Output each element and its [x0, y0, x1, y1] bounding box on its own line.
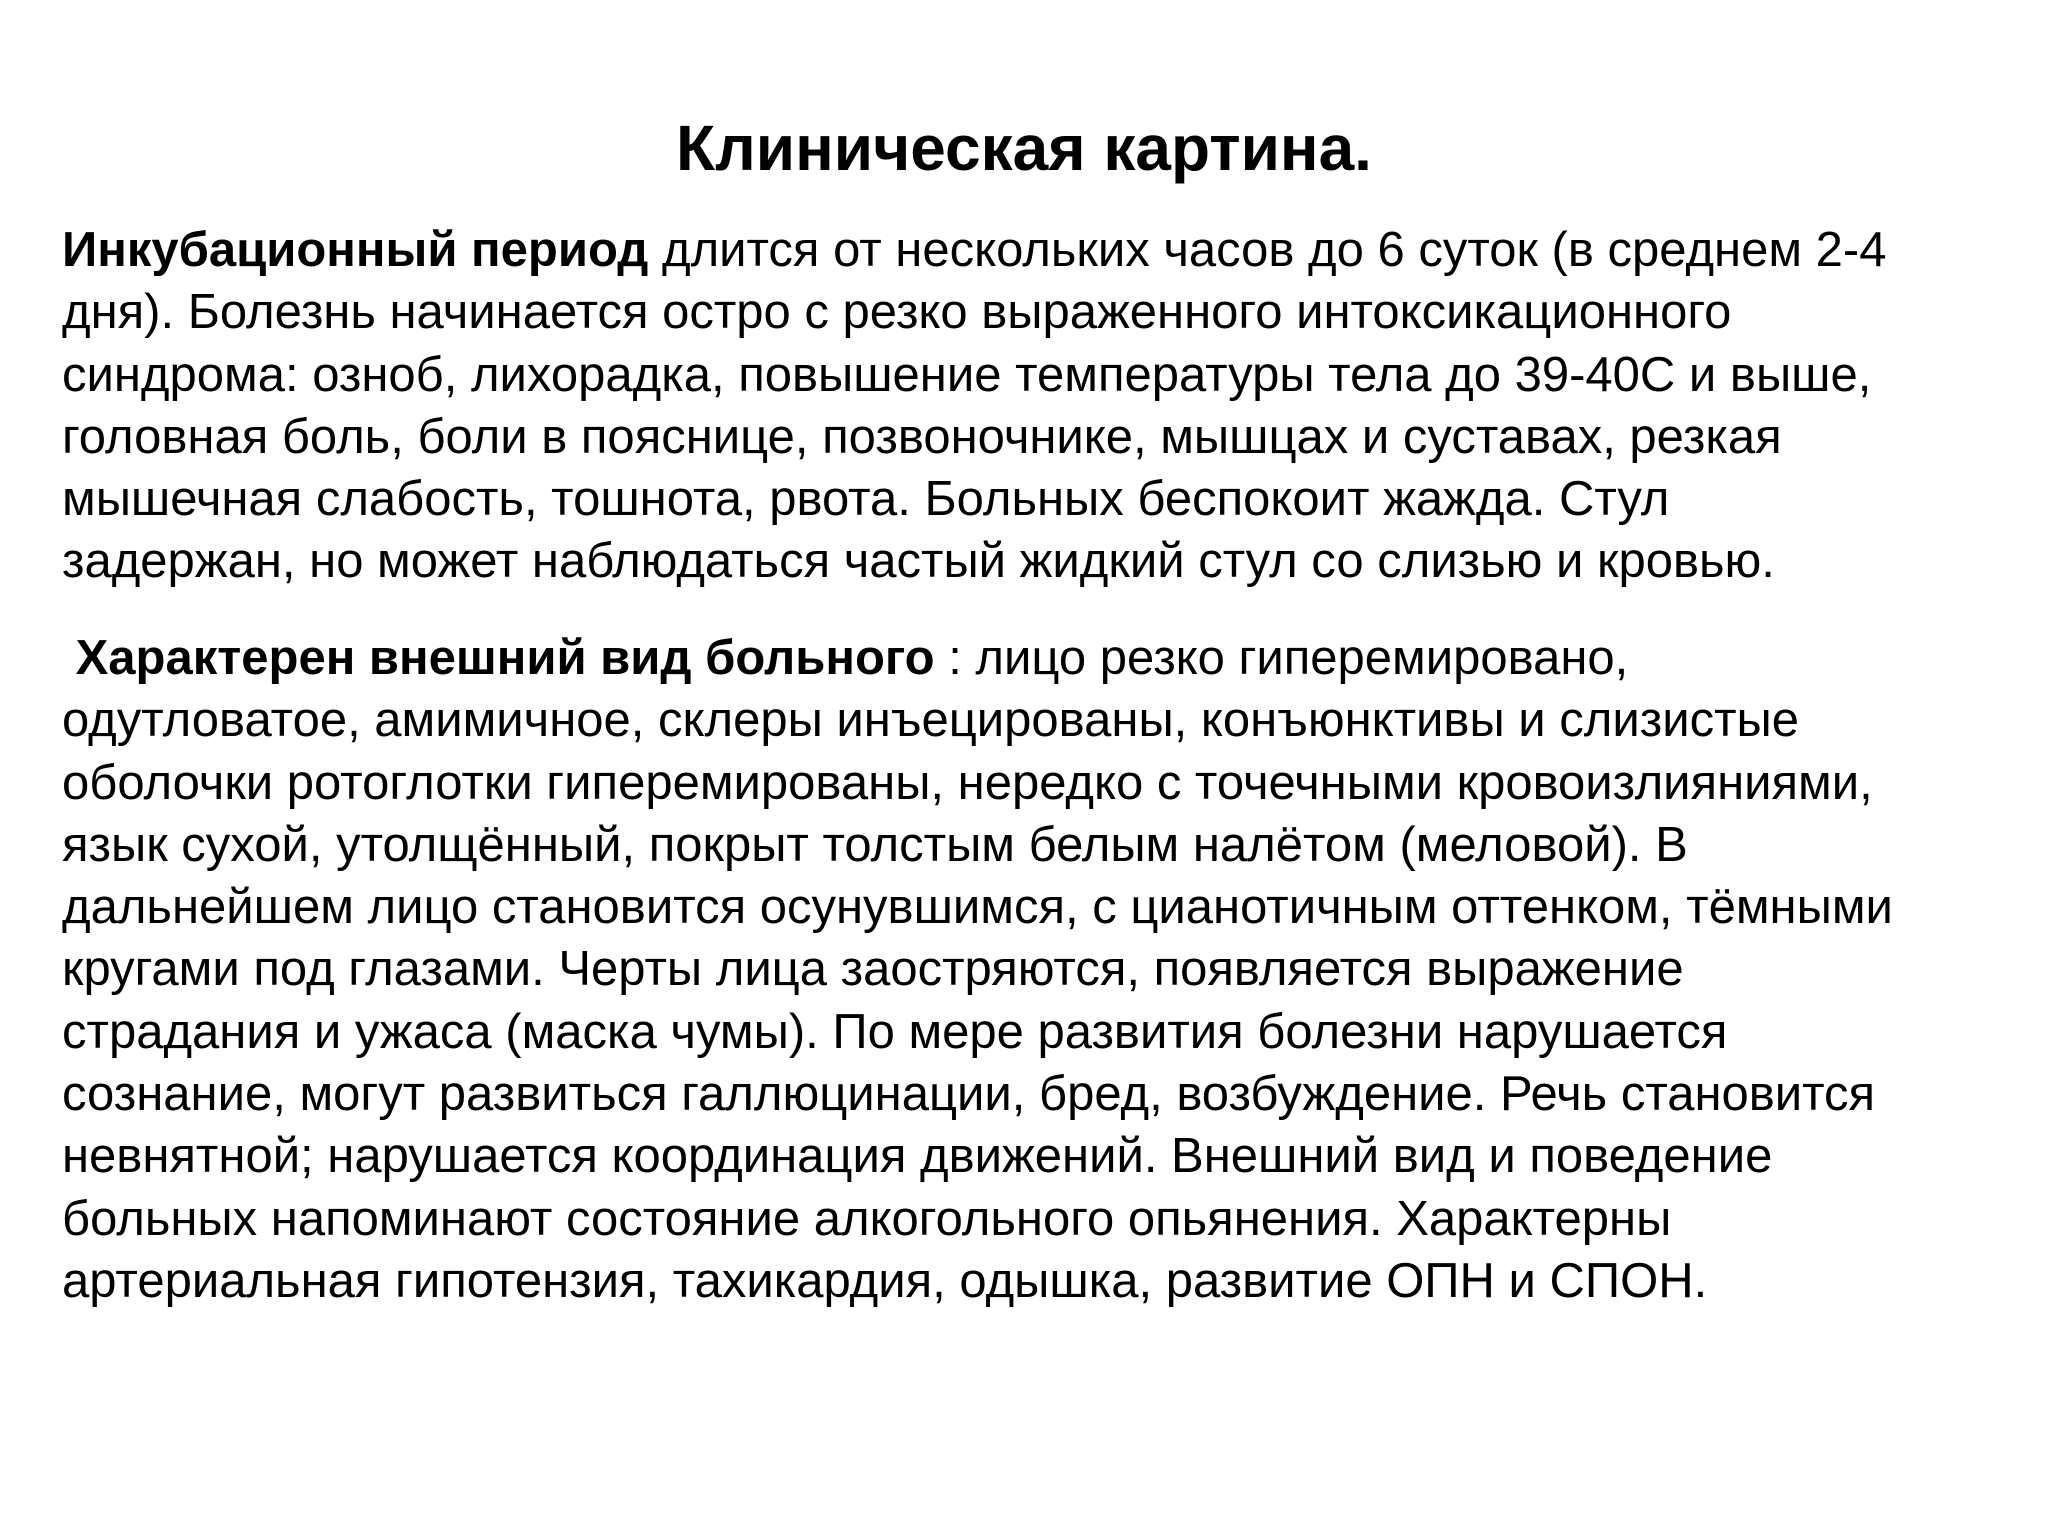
appearance-line: страдания и ужаса (маска чумы). По мере развития болезни нарушается [62, 1004, 1728, 1059]
appearance-line: дальнейшем лицо становится осунувшимся, с цианотичным оттенком, тёмными [62, 880, 1893, 935]
incubation-line: дня). Болезнь начинается остро с резко выраженного интоксикационного [62, 285, 1732, 340]
incubation-paragraph [62, 219, 2012, 593]
appearance-line: сознание, могут развиться галлюцинации, бред, возбуждение. Речь становится [62, 1067, 1876, 1122]
incubation-line: мышечная слабость, тошнота, рвота. Больных беспокоит жажда. Стул [62, 472, 1670, 527]
appearance-paragraph [62, 627, 2012, 1312]
slide-title: Клиническая картина. [676, 112, 1372, 184]
incubation-line: задержан, но может наблюдаться частый жидкий стул со слизью и кровью. [62, 534, 1775, 589]
incubation-term: Инкубационный период [62, 223, 649, 277]
appearance-line: оболочки ротоглотки гиперемированы, нередко с точечными кровоизлияниями, [62, 755, 1873, 810]
appearance-line: больных напоминают состояние алкогольного опьянения. Характерны [62, 1191, 1672, 1246]
appearance-line: одутловатое, амимичное, склеры инъецированы, конъюнктивы и слизистые [62, 693, 1799, 748]
appearance-line-1 [62, 627, 2012, 689]
appearance-line: невнятной; нарушается координация движений. Внешний вид и поведение [62, 1129, 1773, 1184]
appearance-text: : лицо резко гиперемировано, [934, 631, 1629, 685]
incubation-line-1 [62, 219, 2012, 281]
appearance-line: артериальная гипотензия, тахикардия, одышка, развитие ОПН и СПОН. [62, 1253, 1708, 1308]
incubation-line: головная боль, боли в пояснице, позвоночнике, мышцах и суставах, резкая [62, 409, 1782, 464]
incubation-text: длится от нескольких часов до 6 суток (в среднем 2-4 [648, 223, 1887, 277]
appearance-term: Характерен внешний вид больного [75, 631, 935, 685]
incubation-line: синдрома: озноб, лихорадка, повышение температуры тела до 39-40С и выше, [62, 347, 1872, 402]
appearance-line: кругами под глазами. Черты лица заостряются, появляется выражение [62, 942, 1684, 997]
appearance-line: язык сухой, утолщённый, покрыт толстым белым налётом (меловой). В [62, 817, 1688, 872]
